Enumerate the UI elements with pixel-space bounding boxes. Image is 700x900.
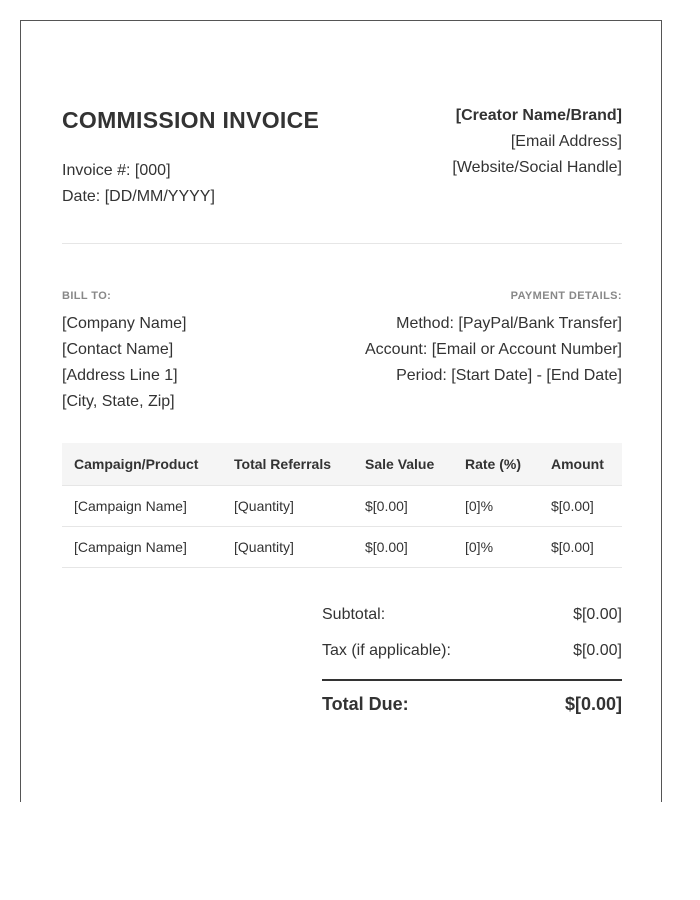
column-header-referrals: Total Referrals	[222, 443, 353, 485]
payment-details-section	[365, 289, 622, 389]
tax-label: Tax (if applicable):	[322, 642, 451, 659]
cell-referrals: [Quantity]	[222, 485, 353, 526]
creator-name: [Creator Name/Brand]	[455, 107, 622, 124]
payment-account: Account: [Email or Account Number]	[365, 341, 622, 358]
cell-amount: $[0.00]	[539, 526, 622, 567]
subtotal-value: $[0.00]	[573, 606, 622, 623]
invoice-title: COMMISSION INVOICE	[62, 107, 320, 133]
total-due-value: $[0.00]	[564, 694, 622, 714]
total-due-row	[322, 694, 622, 715]
bill-to-company: [Company Name]	[62, 315, 187, 332]
cell-sale-value: $[0.00]	[353, 485, 453, 526]
column-header-amount: Amount	[539, 443, 622, 485]
bill-to-section	[62, 289, 187, 415]
cell-campaign: [Campaign Name]	[62, 485, 222, 526]
column-header-rate: Rate (%)	[453, 443, 539, 485]
table-row	[62, 485, 622, 526]
creator-website: [Website/Social Handle]	[452, 159, 622, 176]
column-header-sale-value: Sale Value	[353, 443, 453, 485]
tax-row	[322, 637, 622, 673]
bill-to-city: [City, State, Zip]	[62, 393, 175, 410]
subtotal-label: Subtotal:	[322, 606, 386, 623]
creator-email: [Email Address]	[510, 133, 622, 150]
invoice-meta	[62, 158, 215, 210]
bill-to-contact: [Contact Name]	[62, 341, 174, 358]
cell-rate: [0]%	[453, 526, 539, 567]
bill-to-label: BILL TO:	[62, 290, 112, 302]
invoice-number: Invoice #: [000]	[62, 162, 171, 179]
creator-info	[452, 103, 622, 181]
column-header-campaign: Campaign/Product	[62, 443, 222, 485]
table-row	[62, 526, 622, 567]
total-due-label: Total Due:	[322, 694, 409, 714]
payment-method: Method: [PayPal/Bank Transfer]	[396, 315, 622, 332]
header-divider	[62, 243, 622, 244]
table-header-row	[62, 443, 622, 485]
cell-rate: [0]%	[453, 485, 539, 526]
payment-details-label: PAYMENT DETAILS:	[510, 290, 622, 302]
payment-period: Period: [Start Date] - [End Date]	[396, 367, 622, 384]
tax-value: $[0.00]	[573, 642, 622, 659]
subtotal-row	[322, 601, 622, 637]
invoice-sheet	[20, 20, 662, 802]
cell-referrals: [Quantity]	[222, 526, 353, 567]
totals-section	[322, 601, 622, 715]
totals-divider	[322, 679, 622, 681]
invoice-date: Date: [DD/MM/YYYY]	[62, 188, 215, 205]
commission-table	[62, 443, 622, 568]
cell-sale-value: $[0.00]	[353, 526, 453, 567]
bill-to-address: [Address Line 1]	[62, 367, 178, 384]
cell-amount: $[0.00]	[539, 485, 622, 526]
cell-campaign: [Campaign Name]	[62, 526, 222, 567]
